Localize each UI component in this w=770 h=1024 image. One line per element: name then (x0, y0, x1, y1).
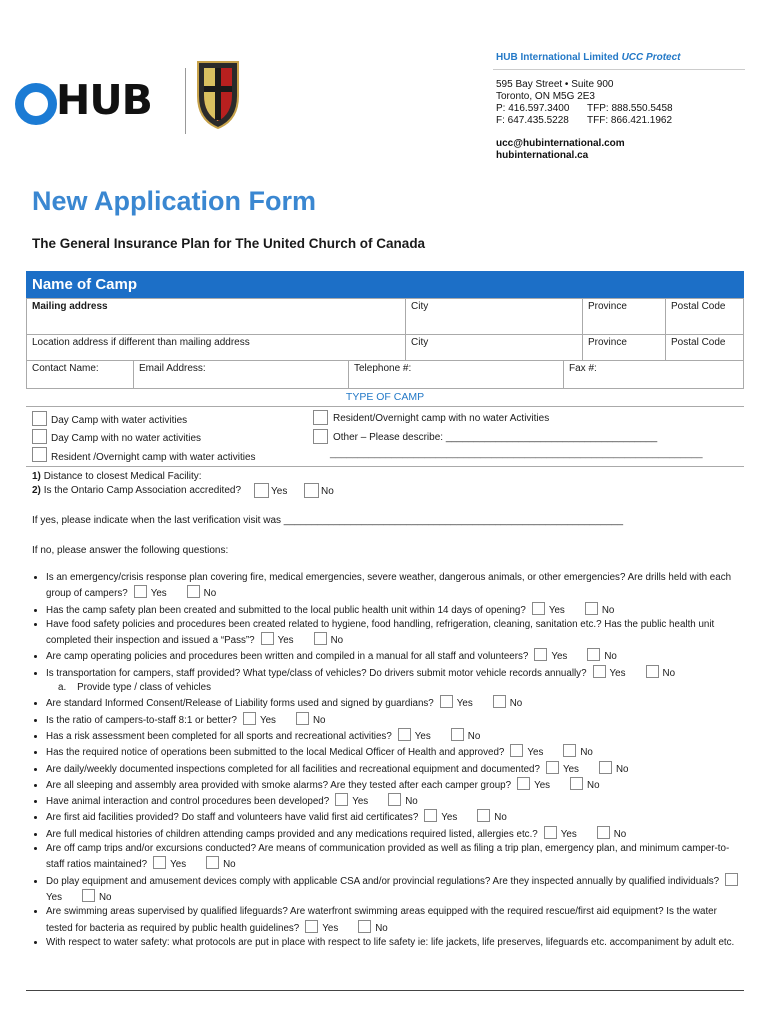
no-label: No (203, 588, 217, 600)
no-label: No (587, 779, 600, 791)
email-address-field[interactable]: Email Address: (134, 361, 349, 389)
no-checkbox[interactable] (585, 602, 598, 615)
list-item (46, 695, 746, 711)
no-checkbox[interactable] (563, 744, 576, 757)
list-item (46, 809, 746, 825)
list-item (46, 744, 746, 760)
no-checkbox[interactable] (187, 585, 200, 598)
section-rule (26, 466, 744, 467)
phone: P: 416.597.3400 (496, 103, 570, 114)
mailing-address-field[interactable]: Mailing address (27, 299, 406, 335)
yes-checkbox[interactable] (546, 761, 559, 774)
telephone-field[interactable]: Telephone #: (349, 361, 564, 389)
list-item (46, 936, 746, 950)
logo-divider (185, 68, 186, 134)
question-text: Are off camp trips and/or excursions conducted? Are means of communication provided as well as filing a trip plan, emergency plan, and minimum camper-to-staff ratios maintained? (46, 843, 730, 871)
no-checkbox[interactable] (599, 761, 612, 774)
yes-label: Yes (414, 730, 431, 742)
location-province-field[interactable]: Province (583, 335, 666, 361)
yes-label: Yes (150, 588, 167, 600)
yes-label: Yes (46, 891, 62, 903)
list-item (46, 665, 746, 696)
no-checkbox[interactable] (206, 856, 219, 869)
no-checkbox[interactable] (477, 809, 490, 822)
no-label: No (330, 635, 344, 647)
province-field[interactable]: Province (583, 299, 666, 335)
yes-label: Yes (277, 635, 294, 647)
yes-checkbox[interactable] (261, 632, 274, 645)
question-text: Are camp operating policies and procedures been written and compiled in a manual for all staff and volunteers? (46, 651, 529, 663)
footer-rule (26, 990, 744, 991)
yes-checkbox[interactable] (398, 728, 411, 741)
no-checkbox[interactable] (587, 648, 600, 661)
list-item (46, 873, 746, 906)
question-text: Has a risk assessment been completed for all sports and recreational activities? (46, 730, 392, 742)
question-text: Have animal interaction and control procedures been developed? (46, 796, 330, 808)
no-checkbox[interactable] (493, 695, 506, 708)
product-name: UCC Protect (621, 52, 681, 63)
yes-checkbox[interactable] (305, 920, 318, 933)
sub-question-a (46, 681, 746, 695)
no-label: No (98, 891, 112, 903)
accredited-no-label: No (321, 486, 334, 497)
yes-checkbox[interactable] (725, 873, 738, 886)
postal-code-field[interactable]: Postal Code (666, 299, 744, 335)
list-item (46, 618, 746, 649)
question-text: Is the ratio of campers-to-staff 8:1 or better? (46, 714, 237, 726)
question-1-text: Distance to closest Medical Facility: (43, 471, 202, 482)
list-item (46, 728, 746, 744)
list-item (46, 648, 746, 664)
no-checkbox[interactable] (358, 920, 371, 933)
day-camp-no-water-label: Day Camp with no water activities (51, 433, 202, 444)
list-item (46, 777, 746, 793)
section-title: Name of Camp (32, 276, 138, 293)
no-checkbox[interactable] (388, 793, 401, 806)
fax: F: 647.435.5228 (496, 115, 569, 126)
hub-logo-ring (15, 83, 57, 125)
question-2 (32, 485, 241, 496)
type-of-camp-rule (26, 406, 744, 407)
yes-label: Yes (560, 828, 577, 840)
no-label: No (509, 698, 523, 710)
no-label: No (223, 859, 236, 871)
yes-checkbox[interactable] (134, 585, 147, 598)
question-text: Are daily/weekly documented inspections completed for all facilities and recreational equipment and documented? (46, 763, 540, 775)
form-title: New Application Form (32, 186, 317, 216)
yes-label: Yes (259, 714, 276, 726)
list-item (46, 712, 746, 728)
contact-table (26, 360, 744, 389)
yes-label: Yes (456, 698, 473, 710)
yes-label: Yes (609, 667, 626, 679)
question-1 (32, 471, 202, 482)
other-camp-blank-line[interactable]: ___________________________________________________________________ (330, 448, 703, 459)
yes-label: Yes (441, 812, 458, 824)
company-line (496, 52, 680, 63)
sub-question-letter: a. (58, 682, 67, 694)
city-field[interactable]: City (406, 299, 583, 335)
no-label: No (494, 812, 507, 824)
yes-checkbox[interactable] (544, 826, 557, 839)
email-link[interactable]: ucc@hubinternational.com (496, 138, 625, 149)
no-label: No (604, 651, 617, 663)
yes-label: Yes (548, 604, 565, 616)
no-label: No (375, 922, 388, 934)
no-label: No (580, 747, 593, 759)
question-text: Is an emergency/crisis response plan covering fire, medical emergencies, severe weather, dangerous animals, or other emergencies? Are drills held with each group of campers? (46, 572, 732, 600)
yes-label: Yes (527, 747, 544, 759)
resident-no-water-checkbox[interactable] (313, 410, 328, 425)
no-label: No (613, 828, 627, 840)
question-text: Are standard Informed Consent/Release of Liability forms used and signed by guardians? (46, 698, 434, 710)
yes-checkbox[interactable] (440, 695, 453, 708)
accredited-no-checkbox[interactable] (304, 483, 319, 498)
question-text: Are all sleeping and assembly area provided with smoke alarms? Are they tested after each camper group? (46, 779, 512, 791)
no-checkbox[interactable] (296, 712, 309, 725)
question-text: Have food safety policies and procedures been created related to hygiene, food handling, refrigeration, cleaning, sanitation etc.? Has the public health unit completed their inspection and issued a “Pass”? (46, 618, 715, 647)
no-label: No (662, 667, 676, 679)
no-label: No (405, 796, 418, 808)
if-no-instruction: If no, please answer the following questions: (32, 545, 229, 556)
toll-free-fax: TFF: 866.421.1962 (587, 115, 673, 126)
question-text: Has the required notice of operations been submitted to the local Medical Officer of Health and approved? (46, 747, 505, 759)
no-label: No (467, 730, 481, 742)
question-text: Has the camp safety plan been created and submitted to the local public health unit within 14 days of opening? (46, 604, 526, 616)
united-church-crest-icon (195, 58, 241, 130)
list-item (46, 905, 746, 936)
hub-logo-text: HUB (56, 76, 152, 124)
no-checkbox[interactable] (646, 665, 659, 678)
contact-name-field[interactable]: Contact Name: (27, 361, 134, 389)
other-camp-checkbox[interactable] (313, 429, 328, 444)
yes-checkbox[interactable] (593, 665, 606, 678)
yes-checkbox[interactable] (335, 793, 348, 806)
yes-checkbox[interactable] (517, 777, 530, 790)
day-camp-water-label: Day Camp with water activities (51, 415, 188, 426)
day-camp-no-water-checkbox[interactable] (32, 429, 47, 444)
verification-visit-line[interactable]: If yes, please indicate when the last verification visit was _____________________________________________________________ (32, 515, 624, 526)
form-subtitle: The General Insurance Plan for The United Church of Canada (32, 236, 426, 251)
question-text: Is transportation for campers, staff provided? What type/class of vehicles? Do drivers submit motor vehicle records annually? (46, 667, 587, 679)
other-camp-label[interactable]: Other – Please describe: ______________________________________ (333, 432, 658, 443)
yes-label: Yes (352, 796, 369, 808)
list-item (46, 793, 746, 809)
company-name: HUB International Limited (496, 52, 619, 63)
question-text: Do play equipment and amusement devices comply with applicable CSA and/or provincial regulations? Are they inspected annually by qualified individuals? (46, 875, 720, 887)
yes-checkbox[interactable] (153, 856, 166, 869)
resident-water-label: Resident /Overnight camp with water activities (51, 452, 256, 463)
toll-free-phone: TFP: 888.550.5458 (587, 103, 673, 114)
yes-checkbox[interactable] (243, 712, 256, 725)
fax-field[interactable]: Fax #: (564, 361, 744, 389)
question-2-text: Is the Ontario Camp Association accredited? (43, 485, 242, 496)
website-link[interactable]: hubinternational.ca (496, 150, 589, 161)
list-item (46, 761, 746, 777)
resident-water-checkbox[interactable] (32, 447, 47, 462)
question-text: Are swimming areas supervised by qualified lifeguards? Are waterfront swimming areas equipped with the required rescue/first aid equipment? Is the water tested for bacteria as required by public health guidelines? (46, 906, 717, 934)
address-line-1: 595 Bay Street • Suite 900 (496, 79, 614, 90)
no-label: No (615, 763, 629, 775)
location-postal-code-field[interactable]: Postal Code (666, 335, 744, 361)
no-checkbox[interactable] (570, 777, 583, 790)
list-item (46, 571, 746, 602)
yes-label: Yes (170, 859, 187, 871)
yes-checkbox[interactable] (424, 809, 437, 822)
no-checkbox[interactable] (82, 889, 95, 902)
no-label: No (601, 604, 615, 616)
resident-no-water-label: Resident/Overnight camp with no water Activities (333, 413, 550, 424)
yes-checkbox[interactable] (510, 744, 523, 757)
question-text: Are full medical histories of children attending camps provided and any medications required listed, allergies etc.? (46, 828, 538, 840)
yes-label: Yes (534, 779, 551, 791)
no-checkbox[interactable] (597, 826, 610, 839)
section-band (26, 271, 744, 298)
list-item (46, 602, 746, 618)
yes-checkbox[interactable] (532, 602, 545, 615)
type-of-camp-heading: TYPE OF CAMP (345, 391, 425, 403)
questions-list (26, 571, 746, 950)
header-rule (493, 69, 745, 70)
question-text: Are first aid facilities provided? Do staff and volunteers have valid first aid certificates? (46, 812, 419, 824)
address-table (26, 298, 744, 361)
list-item (46, 826, 746, 842)
accredited-yes-label: Yes (271, 486, 288, 497)
accredited-yes-checkbox[interactable] (254, 483, 269, 498)
day-camp-water-checkbox[interactable] (32, 411, 47, 426)
yes-checkbox[interactable] (534, 648, 547, 661)
list-item (46, 842, 746, 873)
location-city-field[interactable]: City (406, 335, 583, 361)
question-text: With respect to water safety: what protocols are put in place with respect to life safety ie: life jackets, life preserves, lifeguards etc. accompaniment by adult etc. (46, 936, 735, 948)
yes-label: Yes (562, 763, 579, 775)
sub-question-text: Provide type / class of vehicles (77, 682, 212, 694)
no-checkbox[interactable] (314, 632, 327, 645)
no-label: No (312, 714, 326, 726)
question-1-number: 1) (32, 471, 41, 482)
question-2-number: 2) (32, 485, 41, 496)
no-checkbox[interactable] (451, 728, 464, 741)
yes-label: Yes (551, 651, 568, 663)
address-line-2: Toronto, ON M5G 2E3 (496, 91, 595, 102)
yes-label: Yes (322, 922, 339, 934)
location-address-field[interactable]: Location address if different than mailing address (27, 335, 406, 361)
